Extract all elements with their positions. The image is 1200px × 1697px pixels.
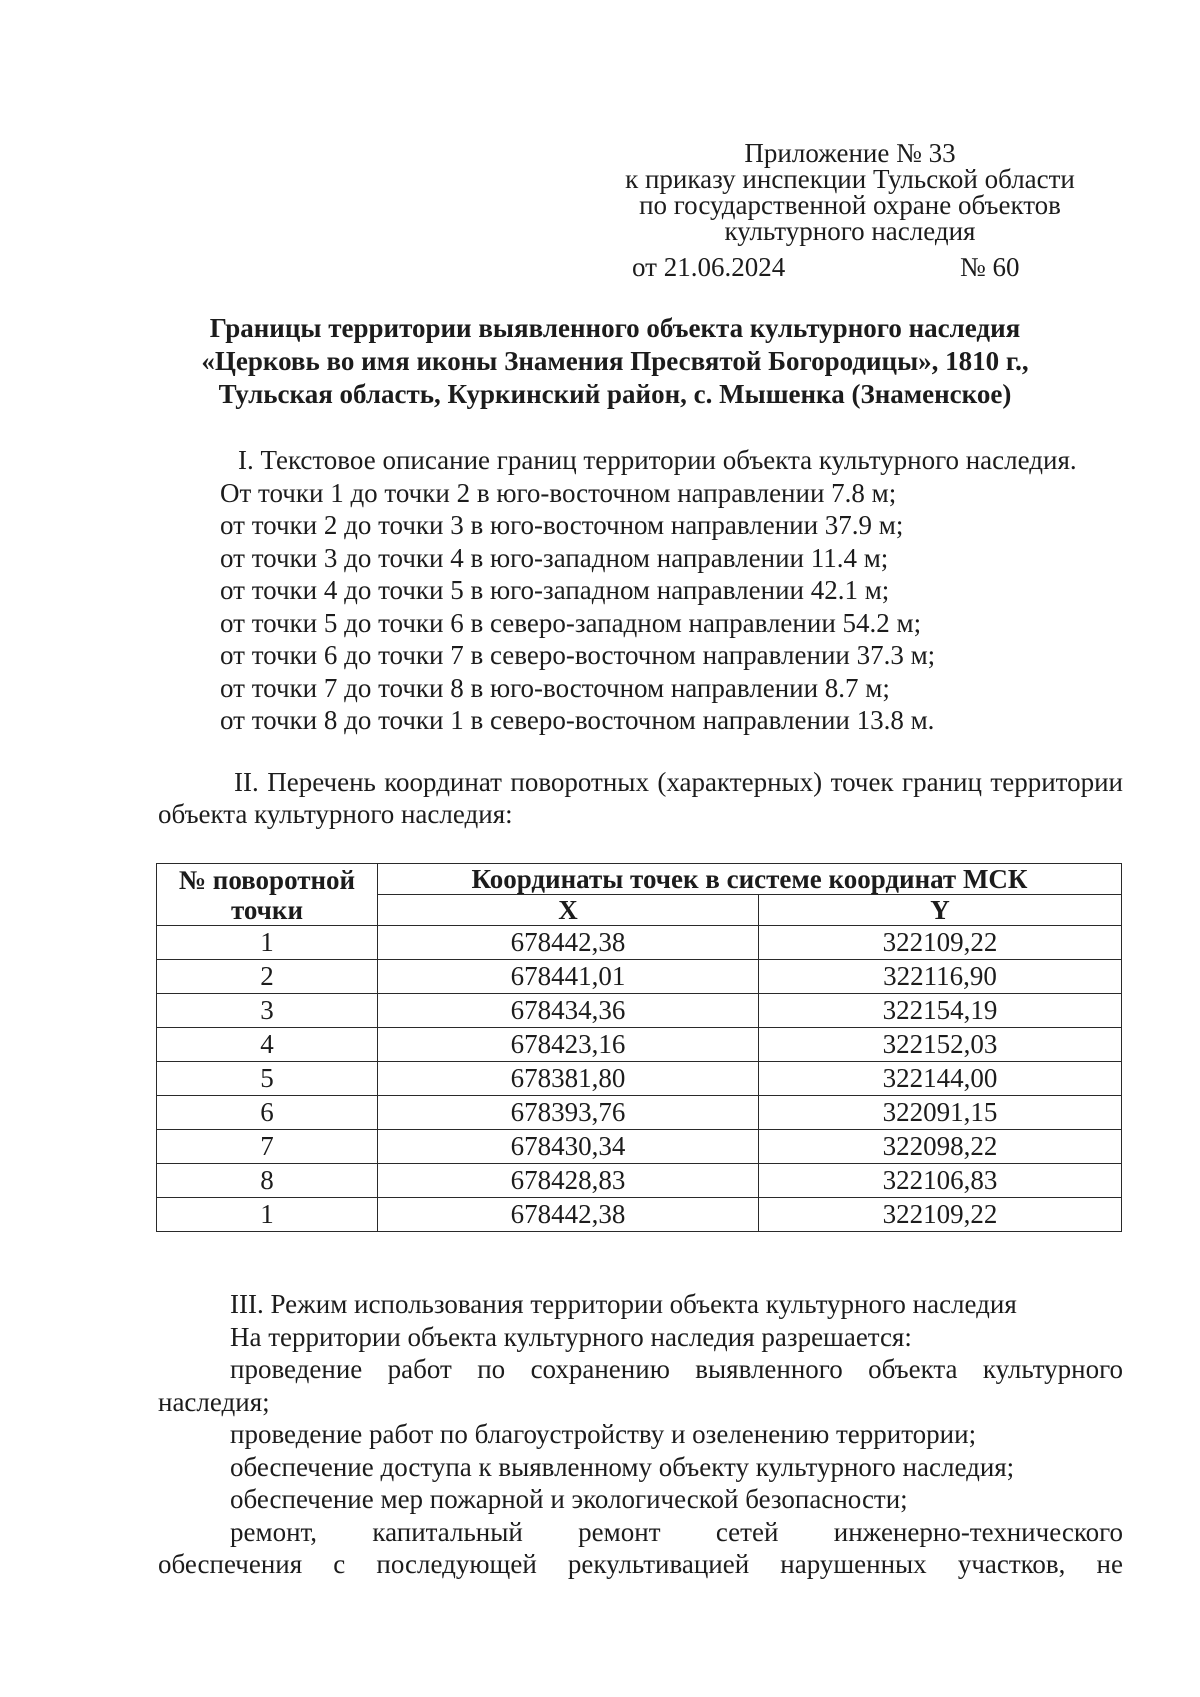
boundary-segment: от точки 4 до точки 5 в юго-западном направлении 42.1 м; (220, 575, 890, 605)
permitted-item: проведение работ по сохранению выявленного объекта культурного наследия; (158, 1354, 1123, 1417)
section3-intro: На территории объекта культурного наследия разрешается: (230, 1321, 912, 1352)
boundary-segment: от точки 2 до точки 3 в юго-восточном направлении 37.9 м; (220, 510, 904, 540)
permitted-item: обеспечение доступа к выявленному объекту культурного наследия; (230, 1451, 1015, 1482)
permitted-item-line: ремонт, капитальный ремонт сетей инженерно-технического (230, 1516, 1123, 1547)
table-row (157, 960, 1122, 994)
header-y: Y (759, 895, 1122, 926)
section-coordinates-intro: II. Перечень координат поворотных (характерных) точек границ территории объекта культурного наследия: (158, 767, 1123, 829)
title-line-2: «Церковь во имя иконы Знамения Пресвятой Богородицы», 1810 г., (201, 346, 1029, 376)
cell-point-number: 8 (157, 1164, 378, 1198)
cell-point-number: 1 (157, 926, 378, 960)
section3-heading: III. Режим использования территории объекта культурного наследия (230, 1289, 1017, 1319)
cell-y: 322109,22 (759, 926, 1122, 960)
title-line-1: Границы территории выявленного объекта культурного наследия (209, 313, 1021, 343)
appendix-header (600, 140, 1100, 284)
order-reference: к приказу инспекции Тульской области (625, 164, 1075, 194)
permitted-item-continuation: обеспечения с последующей рекультивацией нарушенных участков, не (158, 1549, 1123, 1579)
order-reference-line2: по государственной охране объектов (639, 190, 1061, 220)
cell-x: 678423,16 (378, 1028, 759, 1062)
document-title (150, 312, 1080, 411)
cell-y: 322109,22 (759, 1198, 1122, 1232)
cell-point-number: 1 (157, 1198, 378, 1232)
cell-y: 322144,00 (759, 1062, 1122, 1096)
cell-x: 678442,38 (378, 926, 759, 960)
cell-x: 678434,36 (378, 994, 759, 1028)
section-boundary-description (220, 444, 1140, 737)
table-row (157, 1096, 1122, 1130)
boundary-segment: от точки 6 до точки 7 в северо-восточном направлении 37.3 м; (220, 640, 936, 670)
cell-x: 678393,76 (378, 1096, 759, 1130)
order-number: № 60 (960, 252, 1020, 282)
order-reference-line3: культурного наследия (724, 216, 976, 246)
header-coordinates: Координаты точек в системе координат МСК (378, 864, 1122, 895)
boundary-segment: от точки 3 до точки 4 в юго-западном направлении 11.4 м; (220, 542, 889, 573)
order-date: от 21.06.2024 (632, 252, 786, 282)
cell-y: 322098,22 (759, 1130, 1122, 1164)
cell-point-number: 3 (157, 994, 378, 1028)
cell-point-number: 5 (157, 1062, 378, 1096)
cell-point-number: 6 (157, 1096, 378, 1130)
cell-point-number: 2 (157, 960, 378, 994)
boundary-segment: от точки 8 до точки 1 в северо-восточном направлении 13.8 м. (220, 705, 935, 735)
cell-point-number: 7 (157, 1130, 378, 1164)
section-usage-regime (158, 1288, 1123, 1581)
table-row (157, 1164, 1122, 1198)
section1-heading: I. Текстовое описание границ территории объекта культурного наследия. (238, 445, 1077, 475)
table-header-row (157, 864, 1122, 895)
appendix-number: Приложение № 33 (744, 138, 956, 168)
permitted-item: проведение работ по благоустройству и озеленению территории; (230, 1419, 977, 1449)
cell-x: 678381,80 (378, 1062, 759, 1096)
table-row (157, 1028, 1122, 1062)
title-line-3: Тульская область, Куркинский район, с. Мышенка (Знаменское) (218, 379, 1012, 409)
date-number-row (600, 254, 1100, 284)
cell-point-number: 4 (157, 1028, 378, 1062)
cell-y: 322152,03 (759, 1028, 1122, 1062)
boundary-segment: от точки 5 до точки 6 в северо-западном направлении 54.2 м; (220, 607, 922, 638)
cell-x: 678430,34 (378, 1130, 759, 1164)
coordinates-table (156, 863, 1122, 1232)
cell-y: 322154,19 (759, 994, 1122, 1028)
table-row (157, 1130, 1122, 1164)
cell-y: 322116,90 (759, 960, 1122, 994)
table-row (157, 994, 1122, 1028)
table-row (157, 926, 1122, 960)
boundary-segment: От точки 1 до точки 2 в юго-восточном направлении 7.8 м; (220, 477, 897, 508)
header-x: X (378, 895, 759, 926)
table-row (157, 1062, 1122, 1096)
cell-y: 322106,83 (759, 1164, 1122, 1198)
boundary-segment: от точки 7 до точки 8 в юго-восточном направлении 8.7 м; (220, 672, 890, 703)
cell-x: 678442,38 (378, 1198, 759, 1232)
header-point-number: № поворотной точки (157, 864, 378, 926)
cell-y: 322091,15 (759, 1096, 1122, 1130)
permitted-item: обеспечение мер пожарной и экологической безопасности; (230, 1484, 908, 1514)
cell-x: 678441,01 (378, 960, 759, 994)
cell-x: 678428,83 (378, 1164, 759, 1198)
table-row (157, 1198, 1122, 1232)
